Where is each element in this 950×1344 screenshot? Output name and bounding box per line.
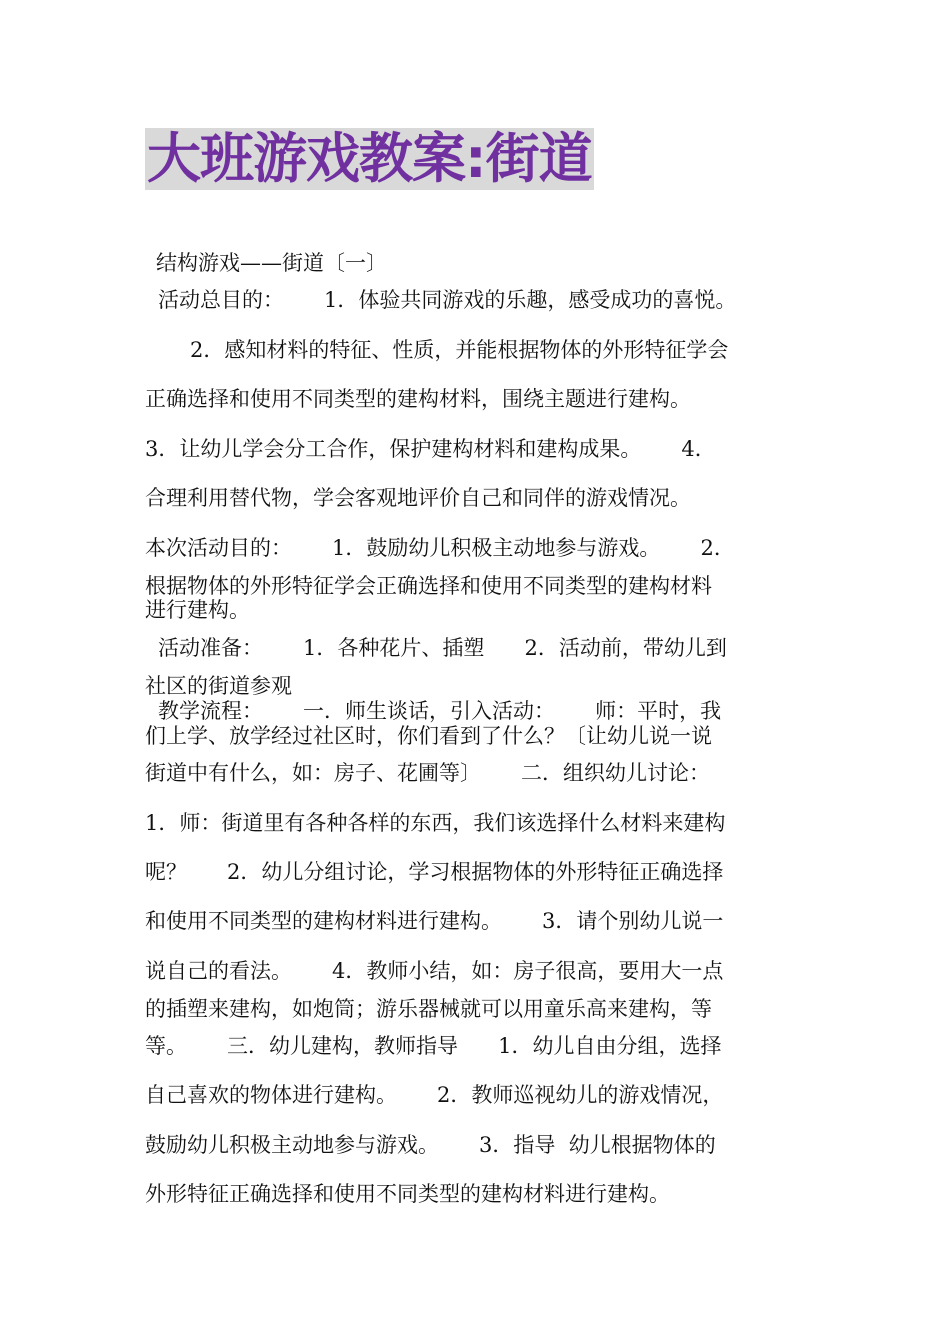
- body-line: 的插塑来建构，如炮筒；游乐器械就可以用童乐高来建构，等: [145, 997, 712, 1021]
- body-line: 合理利用替代物，学会客观地评价自己和同伴的游戏情况。: [145, 486, 691, 510]
- body-line: 等。 三．幼儿建构，教师指导 1．幼儿自由分组，选择: [145, 1034, 722, 1058]
- body-line: 鼓励幼儿积极主动地参与游戏。 3．指导 幼儿根据物体的: [145, 1133, 716, 1157]
- body-line: 活动准备： 1．各种花片、插塑 2．活动前，带幼儿到: [158, 636, 727, 660]
- body-line: 们上学、放学经过社区时，你们看到了什么？〔让幼儿说一说: [145, 724, 712, 748]
- body-line: 本次活动目的： 1．鼓励幼儿积极主动地参与游戏。 2．: [145, 536, 735, 560]
- body-line: 进行建构。: [145, 598, 250, 622]
- body-line: 1．师：街道里有各种各样的东西，我们该选择什么材料来建构: [145, 811, 726, 835]
- body-line: 教学流程： 一．师生谈话，引入活动： 师：平时，我: [158, 699, 722, 723]
- page-title: 大班游戏教案:街道: [147, 127, 592, 190]
- body-line: 根据物体的外形特征学会正确选择和使用不同类型的建构材料: [145, 574, 712, 598]
- body-line: 和使用不同类型的建构材料进行建构。 3．请个别幼儿说一: [145, 909, 724, 933]
- body-line: 活动总目的： 1．体验共同游戏的乐趣，感受成功的喜悦。: [158, 288, 737, 312]
- body-line: 街道中有什么，如：房子、花圃等〕 二．组织幼儿讨论：: [145, 761, 711, 785]
- body-line: 外形特征正确选择和使用不同类型的建构材料进行建构。: [145, 1182, 670, 1206]
- body-line: 结构游戏——街道〔一〕: [156, 251, 387, 275]
- body-line: 社区的街道参观: [145, 674, 292, 698]
- body-line: 正确选择和使用不同类型的建构材料，围绕主题进行建构。: [145, 387, 691, 411]
- body-line: 自己喜欢的物体进行建构。 2．教师巡视幼儿的游戏情况，: [145, 1083, 724, 1107]
- body-line: 呢？ 2．幼儿分组讨论，学习根据物体的外形特征正确选择: [145, 860, 724, 884]
- body-line: 3．让幼儿学会分工合作，保护建构材料和建构成果。 4．: [145, 437, 716, 461]
- body-line: 说自己的看法。 4．教师小结，如：房子很高，要用大一点: [145, 959, 724, 983]
- body-line: 2．感知材料的特征、性质，并能根据物体的外形特征学会: [190, 338, 729, 362]
